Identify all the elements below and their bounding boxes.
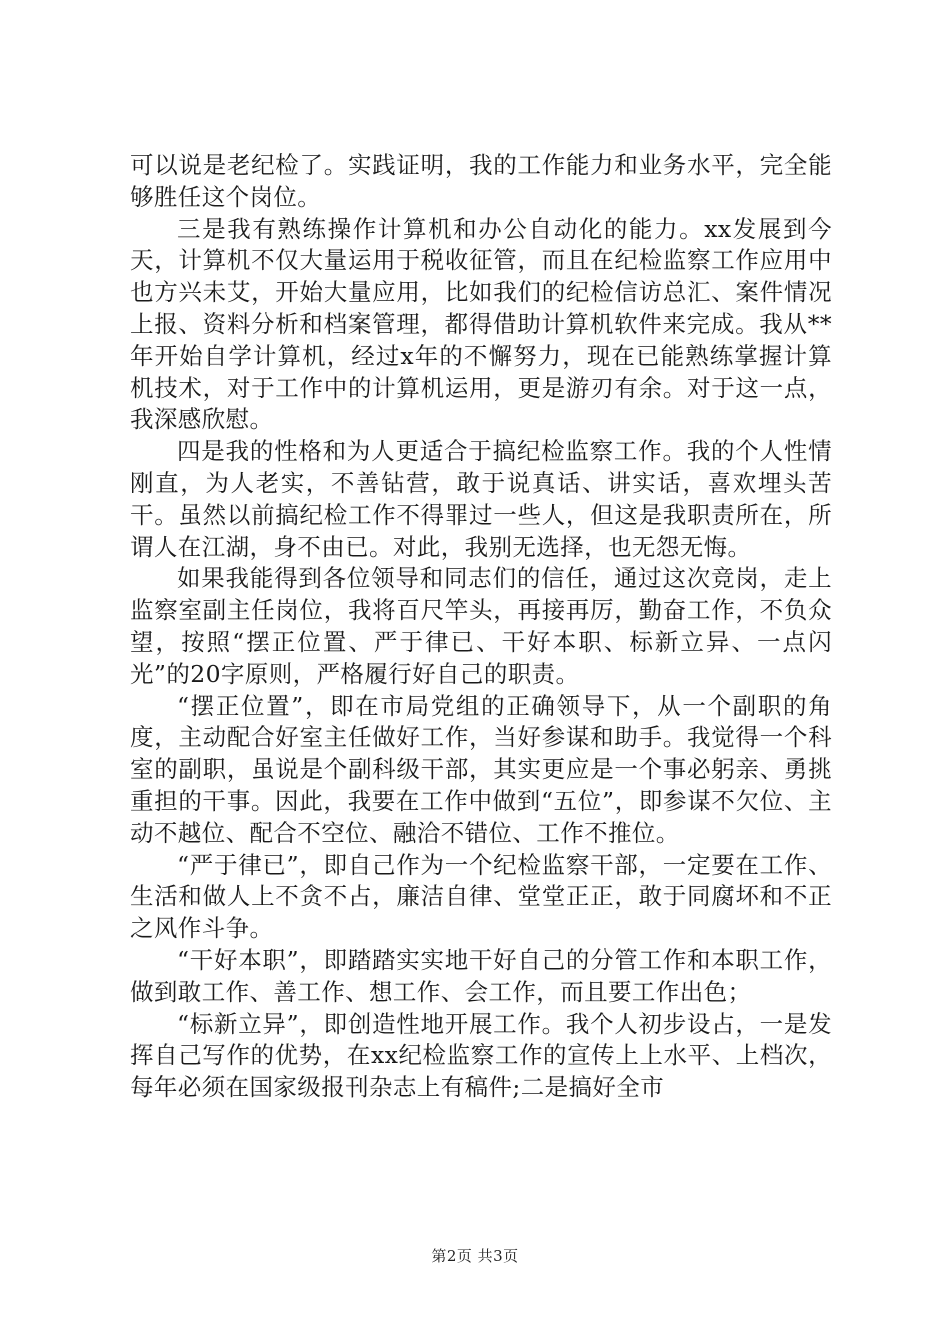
page-number-footer: 第2页 共3页 <box>431 1247 519 1265</box>
paragraph-innovation: “标新立异”，即创造性地开展工作。我个人初步设占，一是发挥自己写作的优势，在xx纪检监察工作的宣传上上水平、上档次，每年必须在国家级报刊杂志上有稿件;二是搞好全市 <box>130 1009 832 1102</box>
paragraph-continuation: 可以说是老纪检了。实践证明，我的工作能力和业务水平，完全能够胜任这个岗位。 <box>130 151 832 211</box>
paragraph-duty: “干好本职”，即踏踏实实地干好自己的分管工作和本职工作，做到敢工作、善工作、想工作、会工作，而且要工作出色； <box>130 945 832 1006</box>
paragraph-personality: 四是我的性格和为人更适合于搞纪检监察工作。我的个人性情刚直，为人老实，不善钻营，敢于说真话、讲实话，喜欢埋头苦干。虽然以前搞纪检工作不得罪过一些人，但这是我职责所在，所谓人在江湖，身不由已。对此，我别无选择，也无怨无悔。 <box>130 437 832 561</box>
paragraph-commitment: 如果我能得到各位领导和同志们的信任，通过这次竞岗，走上监察室副主任岗位，我将百尺竿头，再接再厉，勤奋工作，不负众望，按照“摆正位置、严于律已、干好本职、标新立异、一点闪光”的20字原则，严格履行好自己的职责。 <box>130 564 832 688</box>
document-body <box>130 150 832 1104</box>
paragraph-position: “摆正位置”，即在市局党组的正确领导下，从一个副职的角度，主动配合好室主任做好工作，当好参谋和助手。我觉得一个科室的副职，虽说是个副科级干部，其实更应是一个事必躬亲、勇挑重担的干事。因此，我要在工作中做到“五位”，即参谋不欠位、主动不越位、配合不空位、融洽不错位、工作不推位。 <box>130 691 832 847</box>
paragraph-self-discipline: “严于律已”，即自己作为一个纪检监察干部，一定要在工作、生活和做人上不贪不占，廉洁自律、堂堂正正，敢于同腐坏和不正之风作斗争。 <box>130 850 832 943</box>
paragraph-computer-skills: 三是我有熟练操作计算机和办公自动化的能力。xx发展到今天，计算机不仅大量运用于税收征管，而且在纪检监察工作应用中也方兴未艾，开始大量应用，比如我们的纪检信访总汇、案件情况上报、资料分析和档案管理，都得借助计算机软件来完成。我从**年开始自学计算机，经过x年的不懈努力，现在已能熟练掌握计算机技术，对于工作中的计算机运用，更是游刃有余。对于这一点，我深感欣慰。 <box>130 214 832 434</box>
